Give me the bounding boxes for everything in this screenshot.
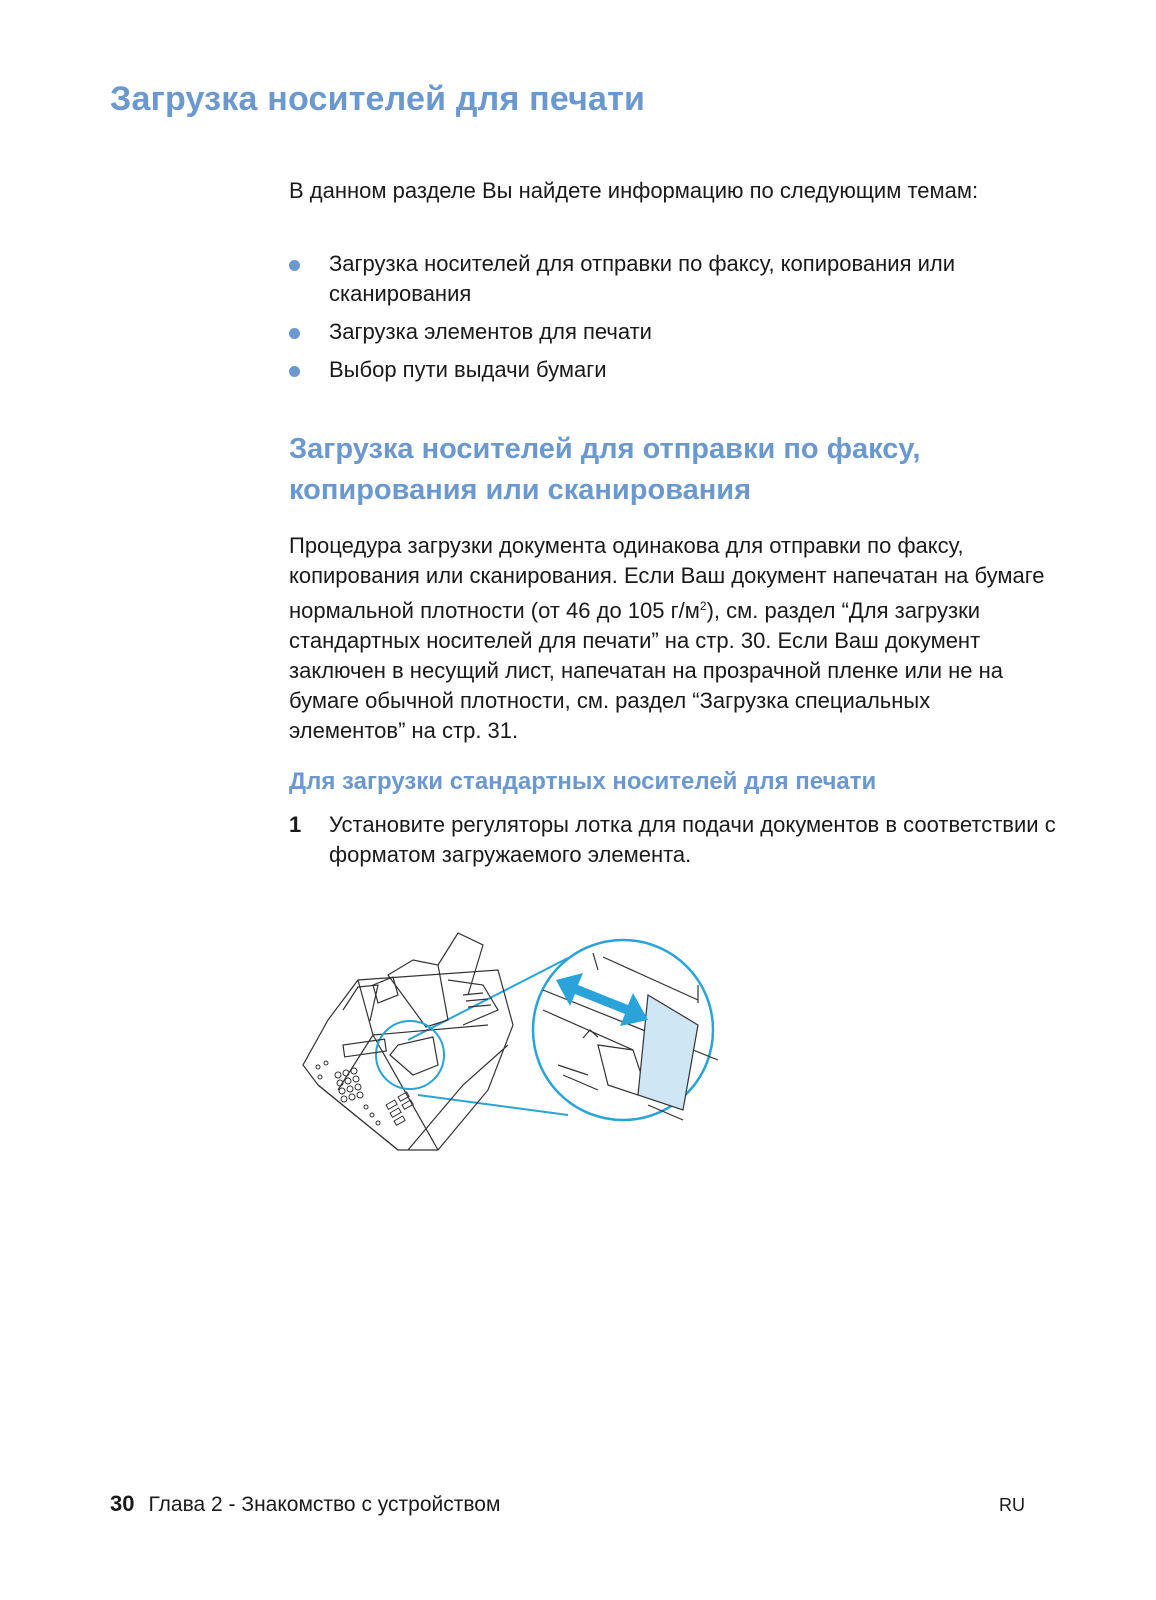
- section-paragraph: Процедура загрузки документа одинакова для отправки по факсу, копирования или сканирования. Если Ваш документ напечатан на бумаге нормальной плотности (от 46 до 105 $г/м^2$), см. раздел “Для загрузки стандартных носителей для печати” на стр. 30. Если Ваш документ заключен в несущий лист, напечатан на прозрачной пленке или не на бумаге обычной плотности, см. раздел “Загрузка специальных элементов” на стр. 31.: [289, 533, 1045, 743]
- bullet-icon: [289, 260, 300, 271]
- device-illustration: [298, 925, 728, 1170]
- step-number: 1: [289, 812, 302, 837]
- language-code: RU: [999, 1495, 1025, 1515]
- page-title: Загрузка носителей для печати: [110, 80, 646, 118]
- page-footer: [110, 1491, 1025, 1517]
- bullet-icon: [289, 366, 300, 377]
- topic-list: [289, 249, 1049, 393]
- procedure-step: [289, 810, 1089, 870]
- bullet-icon: [289, 328, 300, 339]
- list-item: Выбор пути выдачи бумаги: [289, 355, 1049, 385]
- procedure-heading: Для загрузки стандартных носителей для печати: [289, 768, 877, 795]
- list-item: Загрузка элементов для печати: [289, 317, 1049, 347]
- section-heading: Загрузка носителей для отправки по факсу, копирования или сканирования: [289, 433, 921, 506]
- step-text: Установите регуляторы лотка для подачи документов в соответствии с форматом загружаемого элемента.: [329, 812, 1056, 867]
- intro-text: В данном разделе Вы найдете информацию по следующим темам:: [289, 178, 979, 203]
- page-number: 30: [110, 1491, 135, 1516]
- list-item: Загрузка носителей для отправки по факсу, копирования или сканирования: [289, 249, 1049, 309]
- chapter-title: Глава 2 - Знакомство с устройством: [148, 1493, 501, 1516]
